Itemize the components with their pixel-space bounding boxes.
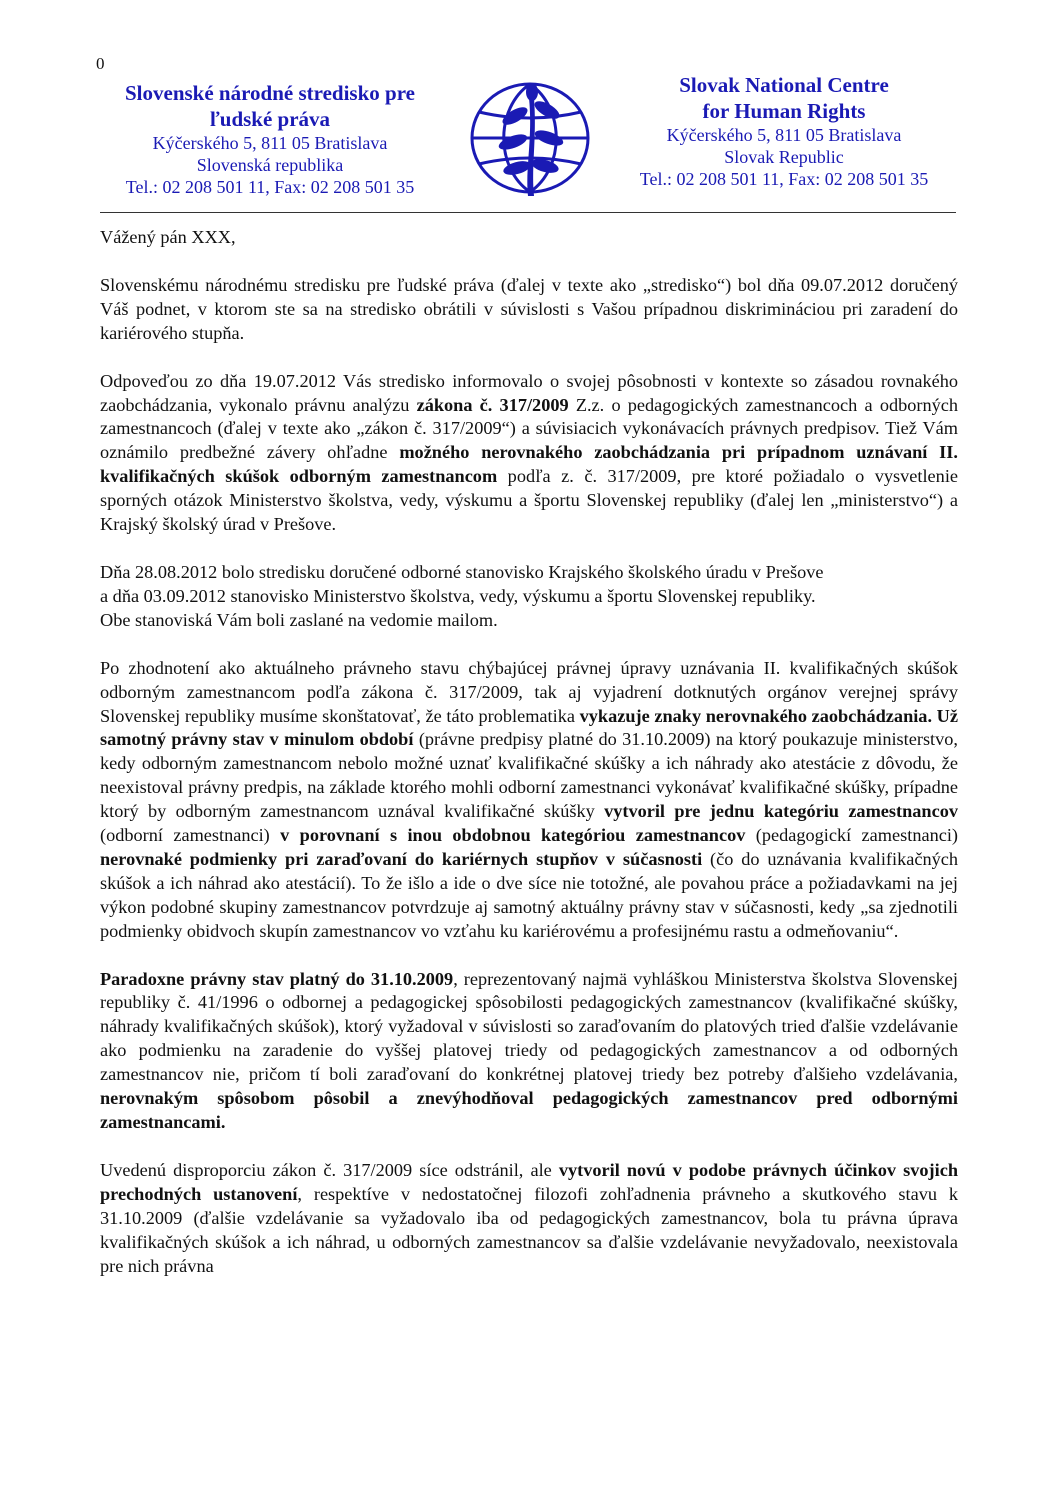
org-name-line2: ľudské práva bbox=[209, 107, 331, 131]
org-address-en: Kýčerského 5, 811 05 Bratislava bbox=[666, 125, 902, 145]
salutation: Vážený pán XXX, bbox=[100, 227, 236, 247]
org-country: Slovenská republika bbox=[196, 155, 344, 175]
p3-line-3: Obe stanoviská Vám boli zaslané na vedomie mailom. bbox=[100, 609, 498, 630]
paragraph-3 bbox=[100, 561, 958, 633]
p5-bold-1: Paradoxne právny stav platný do 31.10.2009 bbox=[100, 968, 454, 989]
p6-text-2: , respektíve v nedostatočnej filozofi zohľadnenia právneho a skutkového stavu k 31.10.2009 (ďalšie vzdelávanie sa vyžadovalo iba od pedagogických zamestnancov, bola tu právna úprava kvalifikačných skúšok a ich náhrad, u odborných zamestnancov sa ďalšie vzdelávanie nevyžadovalo, neexistovala pre nich právna bbox=[100, 1183, 958, 1276]
p4-text-3: (odborní zamestnanci) bbox=[100, 825, 281, 846]
paragraph-1: Slovenskému národnému stredisku pre ľudské práva (ďalej v texte ako „stredisko“) bol dňa 09.07.2012 doručený Váš podnet, v ktorom ste sa na stredisko obrátili v súvislosti s Vašou prípadnou diskrimináciou pri zaradení do kariérového stupňa. bbox=[100, 274, 958, 343]
letter-body bbox=[100, 226, 958, 1302]
p2-bold-1: zákona č. 317/2009 bbox=[416, 394, 569, 415]
header-left-slovak bbox=[100, 80, 440, 198]
p3-line-1: Dňa 28.08.2012 bolo stredisku doručené odborné stanovisko Krajského školského úradu v Prešove bbox=[100, 561, 824, 582]
paragraph-2 bbox=[100, 370, 958, 537]
header-divider bbox=[100, 212, 956, 213]
p4-bold-2: vytvoril pre jednu kategóriu zamestnancov bbox=[604, 801, 958, 822]
p6-text-1: Uvedenú disproporciu zákon č. 317/2009 síce odstránil, ale bbox=[100, 1159, 559, 1180]
p4-bold-4: nerovnaké podmienky pri zaraďovaní do kariérnych stupňov v súčasnosti bbox=[100, 848, 703, 869]
p4-bold-1: vykazuje znaky nerovnakého zaobchádzania. Už samotný právny stav v minulom období bbox=[100, 705, 959, 750]
p2-text-2: Z.z. o pedagogických zamestnancoch a odborných zamestnancoch (ďalej v texte ako „zákon č. 317/2009“) a súvisiacich vykonávacích právnych predpisov. Tiež Vám oznámilo predbežné závery ohľadne bbox=[100, 394, 959, 463]
p4-text-4: (pedagogickí zamestnanci) bbox=[745, 825, 958, 846]
paragraph-5 bbox=[100, 968, 958, 1135]
globe-with-plant-logo-icon bbox=[455, 68, 605, 204]
p5-bold-2: nerovnakým spôsobom pôsobil a znevýhodňoval pedagogických zamestnancov pred odbornými zamestnancami. bbox=[100, 1088, 958, 1132]
org-address: Kýčerského 5, 811 05 Bratislava bbox=[152, 133, 388, 153]
page-mark: 0 bbox=[96, 54, 105, 73]
p2-text-3: podľa z. č. 317/2009, pre ktoré požiadalo o vysvetlenie sporných otázok Ministerstvo školstva, vedy, výskumu a športu Slovenskej republiky (ďalej len „ministerstvo“) a Krajský školský úrad v Prešove. bbox=[100, 466, 959, 535]
p2-text-1: Odpoveďou zo dňa 19.07.2012 Vás stredisko informovalo o svojej pôsobnosti v kontexte so zásadou rovnakého zaobchádzania, vykonalo právnu analýzu bbox=[100, 370, 958, 415]
p5-text-1: , reprezentovaný najmä vyhláškou Ministerstva školstva Slovenskej republiky č. 41/1996 o odbornej a pedagogickej spôsobilosti pedagogických zamestnancov (kvalifikačné skúšky, náhrady kvalifikačných skúšok), ktorý vyžadoval v súvislosti so zaraďovaním do platových tried ďalšie vzdelávanie ako podmienku na zaradenie do vyššej platovej triedy od pedagogických zamestnancov a od odborných zamestnancov nie, pričom tí boli zaraďovaní do konkrétnej platovej triedy bez potreby ďalšieho vzdelávania, bbox=[100, 968, 959, 1085]
p4-text-1: Po zhodnotení ako aktuálneho právneho stavu chýbajúcej právnej úpravy uznávania II. kvalifikačných skúšok odborným zamestnancom podľa zákona č. 317/2009, tak aj vyjadrení dotknutých orgánov verejnej správy Slovenskej republiky musíme skonštatovať, že táto problematika bbox=[100, 657, 958, 726]
org-contact-en: Tel.: 02 208 501 11, Fax: 02 208 501 35 bbox=[639, 169, 929, 189]
org-contact: Tel.: 02 208 501 11, Fax: 02 208 501 35 bbox=[125, 177, 415, 197]
org-country-en: Slovak Republic bbox=[724, 147, 844, 167]
p6-bold-1: vytvoril novú v podobe právnych účinkov svojich prechodných ustanovení bbox=[100, 1159, 958, 1204]
p3-line-2: a dňa 03.09.2012 stanovisko Ministerstvo školstva, vedy, výskumu a športu Slovenskej republiky. bbox=[100, 585, 816, 606]
p4-bold-3: v porovnaní s inou obdobnou kategóriou zamestnancov bbox=[280, 825, 746, 846]
p4-text-2: (právne predpisy platné do 31.10.2009) na ktorý poukazuje ministerstvo, kedy odborným zamestnancom nebolo možné uznať kvalifikačné skúšky a ich náhrady ako atestácie z dôvodu, že neexistoval právny predpis, na základe ktorého mohli odborní zamestnanci vykonávať kvalifikačné skúšky, prípadne ktorý by odborným zamestnancom uznával kvalifikačné skúšky bbox=[100, 729, 958, 822]
p2-bold-2: možného nerovnakého zaobchádzania pri prípadnom uznávaní II. kvalifikačných skúšok odborným zamestnancom bbox=[100, 442, 958, 487]
org-name-line1-en: Slovak National Centre bbox=[679, 73, 889, 97]
paragraph-4 bbox=[100, 657, 958, 944]
header-right-english bbox=[606, 72, 962, 190]
org-name-line1: Slovenské národné stredisko pre bbox=[125, 81, 415, 105]
p4-text-5: (čo do uznávania kvalifikačných skúšok a ich náhrad ako atestácií). To že išlo a ide o dve síce nie totožné, ale povahou práce a požiadavkami na jej výkon podobné skupiny zamestnancov potvrdzuje aj samotný aktuálny právny stav v súčasnosti, kedy „sa zjednotili podmienky obidvoch skupín zamestnancov vo vzťahu ku kariérovému a profesijnému rastu a odmeňovaniu“. bbox=[100, 848, 958, 941]
paragraph-6 bbox=[100, 1159, 958, 1279]
org-name-line2-en: for Human Rights bbox=[702, 99, 866, 123]
